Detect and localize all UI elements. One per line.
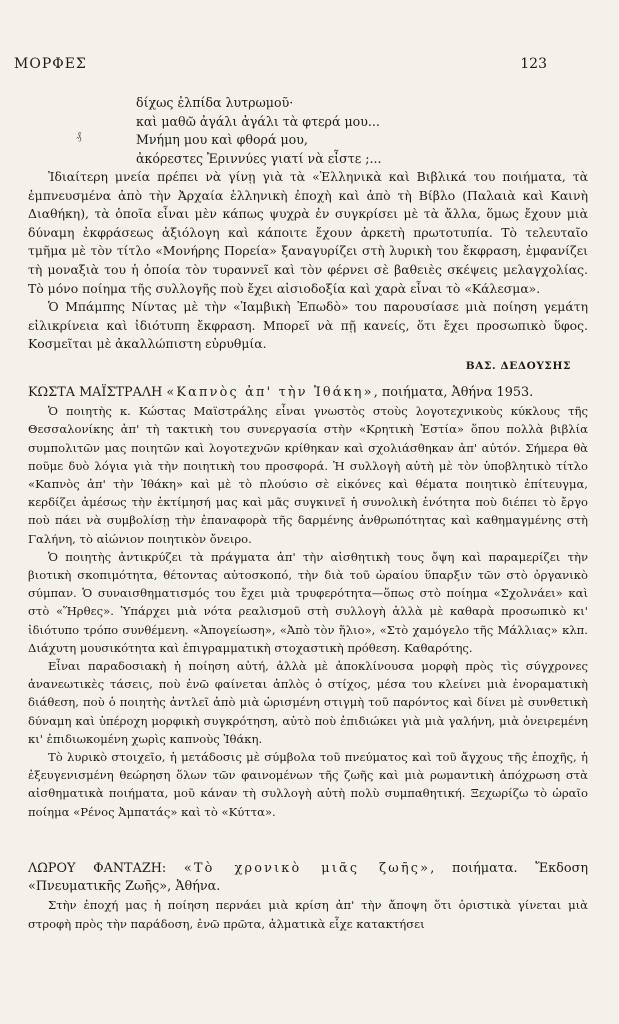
signature: ΒΑΣ. ΔΕΔΟΥΣΗΣ xyxy=(465,360,571,372)
running-header xyxy=(14,56,605,78)
verse-line: Μνήμη μου καὶ φθορά μου, xyxy=(136,132,308,147)
review-fantazi xyxy=(28,860,588,933)
review-heading: ΛΩΡΟΥ ΦΑΝΤΑΖΗ: «Τὸ χρονικὸ μιᾶς ζωῆς», ποιήματα. Ἔκδοση «Πνευματικῆς Ζωῆς», Ἀθήνα. xyxy=(28,861,588,895)
paragraph: Ὁ Μπάμπης Νίντας μὲ τὴν «Ἰαμβικὴ Ἐπωδὸ» του παρουσίασε μιὰ ποίηση γεμάτη εἰλικρίνεια καὶ ἰδιότυπη ἔκφραση. Μπορεῖ νὰ πῇ κανείς, ὅτι ἔχει προσωπικὸ ὕφος. Κοσμεῖται μὲ ἀκαλλώπιστη εὐρυθμία. xyxy=(28,299,588,352)
journal-title: ΜΟΡΦΕΣ xyxy=(14,56,87,72)
verse-line: ἀκόρεστες Ἐριννύες γιατί νὰ εἶστε ;... xyxy=(136,150,382,166)
paragraph: Ὁ ποιητὴς ἀντικρύζει τὰ πράγματα ἀπ' τὴν αἰσθητικὴ τους ὄψη καὶ παραμερίζει τὴν βιοτικὴ σκοπιμότητα, θέτοντας αὐτοσκοπό, τὴν διὰ τοῦ ὡραίου ὕπαρξιν τῶν στὸ ὀργανικὸ σύμπαν. Ὁ συναισθηματισμός του ἔχει μιὰ τρυφερότητα—ὅπως στὸ ποίημα «Σχολνάει» καὶ στὸ «Ἥρθες». Ὑπάρχει μιὰ νότα ρεαλισμοῦ στὴ συλλογὴ ἀλλὰ μὲ καθαρὰ προσωπικὸ κι' ἰδιότυπο τρόπο συνθέμενη. «Ἀπογείωση», «Ἀπὸ τὸν ἥλιο», «Στὸ χαμόγελο τῆς Μάλλιας» κλπ. Διάχυτη μουσικότητα καὶ ἐπιγραμματικὴ στοχαστικὴ πρόθεση. Καθαρότης. xyxy=(28,549,588,655)
review-meta: , ποιήματα. Ἔκδοση «Πνευματικῆς Ζωῆς», Ἀθήνα. xyxy=(28,861,588,895)
review-book-title: «Τὸ χρονικὸ μιᾶς ζωῆς» xyxy=(183,861,431,876)
verse-line: δίχως ἐλπίδα λυτρωμοῦ· xyxy=(136,95,294,110)
review-author: ΚΩΣΤΑ ΜΑΪΣΤΡΑΛΗ xyxy=(28,385,163,400)
review-book-title: «Καπνὸς ἀπ' τὴν Ἰθάκη» xyxy=(166,385,374,400)
review-maistralis xyxy=(28,384,588,821)
page-number: 123 xyxy=(520,56,547,72)
verse-line: καὶ μαθῶ ἀγάλι ἀγάλι τὰ φτερά μου... xyxy=(136,113,380,129)
review-author: ΛΩΡΟΥ ΦΑΝΤΑΖΗ xyxy=(28,861,162,876)
review-meta: , ποιήματα, Ἀθήνα 1953. xyxy=(373,385,534,400)
verse-excerpt xyxy=(136,94,382,168)
paragraph: Εἶναι παραδοσιακὴ ἡ ποίηση αὐτή, ἀλλὰ μὲ ἀποκλίνουσα μορφὴ πρὸς τὶς σύγχρονες ἀνανεωτικὲς τάσεις, ποὺ ἐνῶ φαίνεται ἁπλὸς ὁ στίχος, μέσα του κλείνει μιὰ ἐνοραματικὴ διάθεση, ποὺ ὁ ποιητὴς ἀντλεῖ ἀπὸ μιὰ ὡρισμένη στιγμὴ τοῦ παρόντος καὶ δίνει μὲ συνθετικὴ δύναμη καὶ ὑπέροχη μορφικὴ συγκρότηση, αὐτὸ ποὺ ἐπιδιώκει γιὰ μιὰ γαλήνη, μιὰ ὀνειρεμένη κι' ἐπιδιωκομένη χωρὶς καπνοὺς Ἰθάκη. xyxy=(28,659,588,746)
paragraph: Ἰδιαίτερη μνεία πρέπει νὰ γίνῃ γιὰ τὰ «Ἑλληνικὰ καὶ Βιβλικά του ποιήματα, τὰ ἐμπνευσμένα ἀπὸ τὴν Ἀρχαία ἑλληνικὴ ἐποχὴ καὶ ἀπὸ τὴ Βίβλο (Παλαιὰ καὶ Καινὴ Διαθήκη), τὰ ὁποῖα εἶναι μὲν κάπως ψυχρὰ ἐν συγκρίσει μὲ τὰ ἄλλα, ὅμως ἔχουν μιὰ δύναμη ἐκφράσεως ἀξιόλογη καὶ κάποιτε ἔχουν ἀρκετὴ πρωτοτυπία. Τὸ τελευταῖο τμῆμα μὲ τὸν τίτλο «Μονήρης Πορεία» ξαναγυρίζει στὴ λυρικὴ του ἔκφραση, ἐμφανίζει τὴ μοναξιὰ του ἡ ὁποία τὸν τυραννεῖ καὶ τὸν φέρνει σὲ βαθειὲς σκέψεις μελαγχολίας. Τὸ μόνο ποίημα τῆς συλλογῆς ποὺ ἔχει αἰσιοδοξία καὶ χαρὰ εἶναι τὸ «Κάλεσμα». xyxy=(28,169,588,296)
paragraph: Τὸ λυρικὸ στοιχεῖο, ἡ μετάδοσις μὲ σύμβολα τοῦ πνεύματος καὶ τοῦ ἄγχους τῆς ἐποχῆς, ἡ ἐξευγενισμένη θεώρηση ὅλων τῶν φαινομένων τῆς ζωῆς καὶ μιὰ ρωμαντικὴ ἀπόχρωση στὰ αἰσθηματικὰ ποιήματα, μοῦ κάναν τὴ συλλογὴ αὐτὴ πολὺ συμπαθητική. Ξεχωρίζω τὸ ὡραῖο ποίημα «Ρένος Ἀμπατάς» καὶ τὸ «Κύττα». xyxy=(28,750,588,819)
margin-mark: ₰ xyxy=(76,129,82,142)
paragraph: Ὁ ποιητὴς κ. Κώστας Μαϊστράλης εἶναι γνωστὸς στοὺς λογοτεχνικοὺς κύκλους τῆς Θεσσαλονίκης ἀπ' τὴ τακτικὴ του συνεργασία στὴν «Κρητικὴ Ἑστία» ὅπου πολλὰ βιβλία συμπολιτῶν μας ποιητῶν καὶ λογοτεχνῶν κρίθηκαν καὶ σχολιάσθηκαν ἀπ' αὐτόν. Σήμερα θὰ ποῦμε δυὸ λόγια γιὰ τὴν ποιητικὴ του προσφορά. Ἡ συλλογὴ αὐτὴ μὲ τὸν ὑποβλητικὸ τίτλο «Καπνὸς ἀπ' τὴν Ἰθάκη» καὶ μὲ τὸ πλούσιο σὲ εἰκόνες καὶ θέματα ποιητικὸ ἐπίτευγμα, κερδίζει ἀμέσως τὴν ἐκτίμησή μας καὶ μᾶς συγκινεῖ ἡ συνολικὴ ἑνότητα ποὺ διέπει τὸ ἔργο ποὺ πάει νὰ συμβολίσῃ τὴν ἐπαναφορὰ τῆς δαρμένης ἀνθρωπότητας καὶ καθημαγμένης στὴ Γαλήνη, τὸ αἰώνιον ποιητικὸν ὄνειρο. xyxy=(28,404,588,546)
paragraph: Στὴν ἐποχή μας ἡ ποίηση περνάει μιὰ κρίση ἀπ' τὴν ἄποψη ὅτι ὁριστικὰ γίνεται μιὰ στροφὴ πρὸς τὴν παράδοση, ἐνῶ πρῶτα, ἀλματικὰ εἶχε κατακτήσει xyxy=(28,898,588,931)
review-heading xyxy=(28,384,588,402)
review-continuation xyxy=(28,168,588,354)
